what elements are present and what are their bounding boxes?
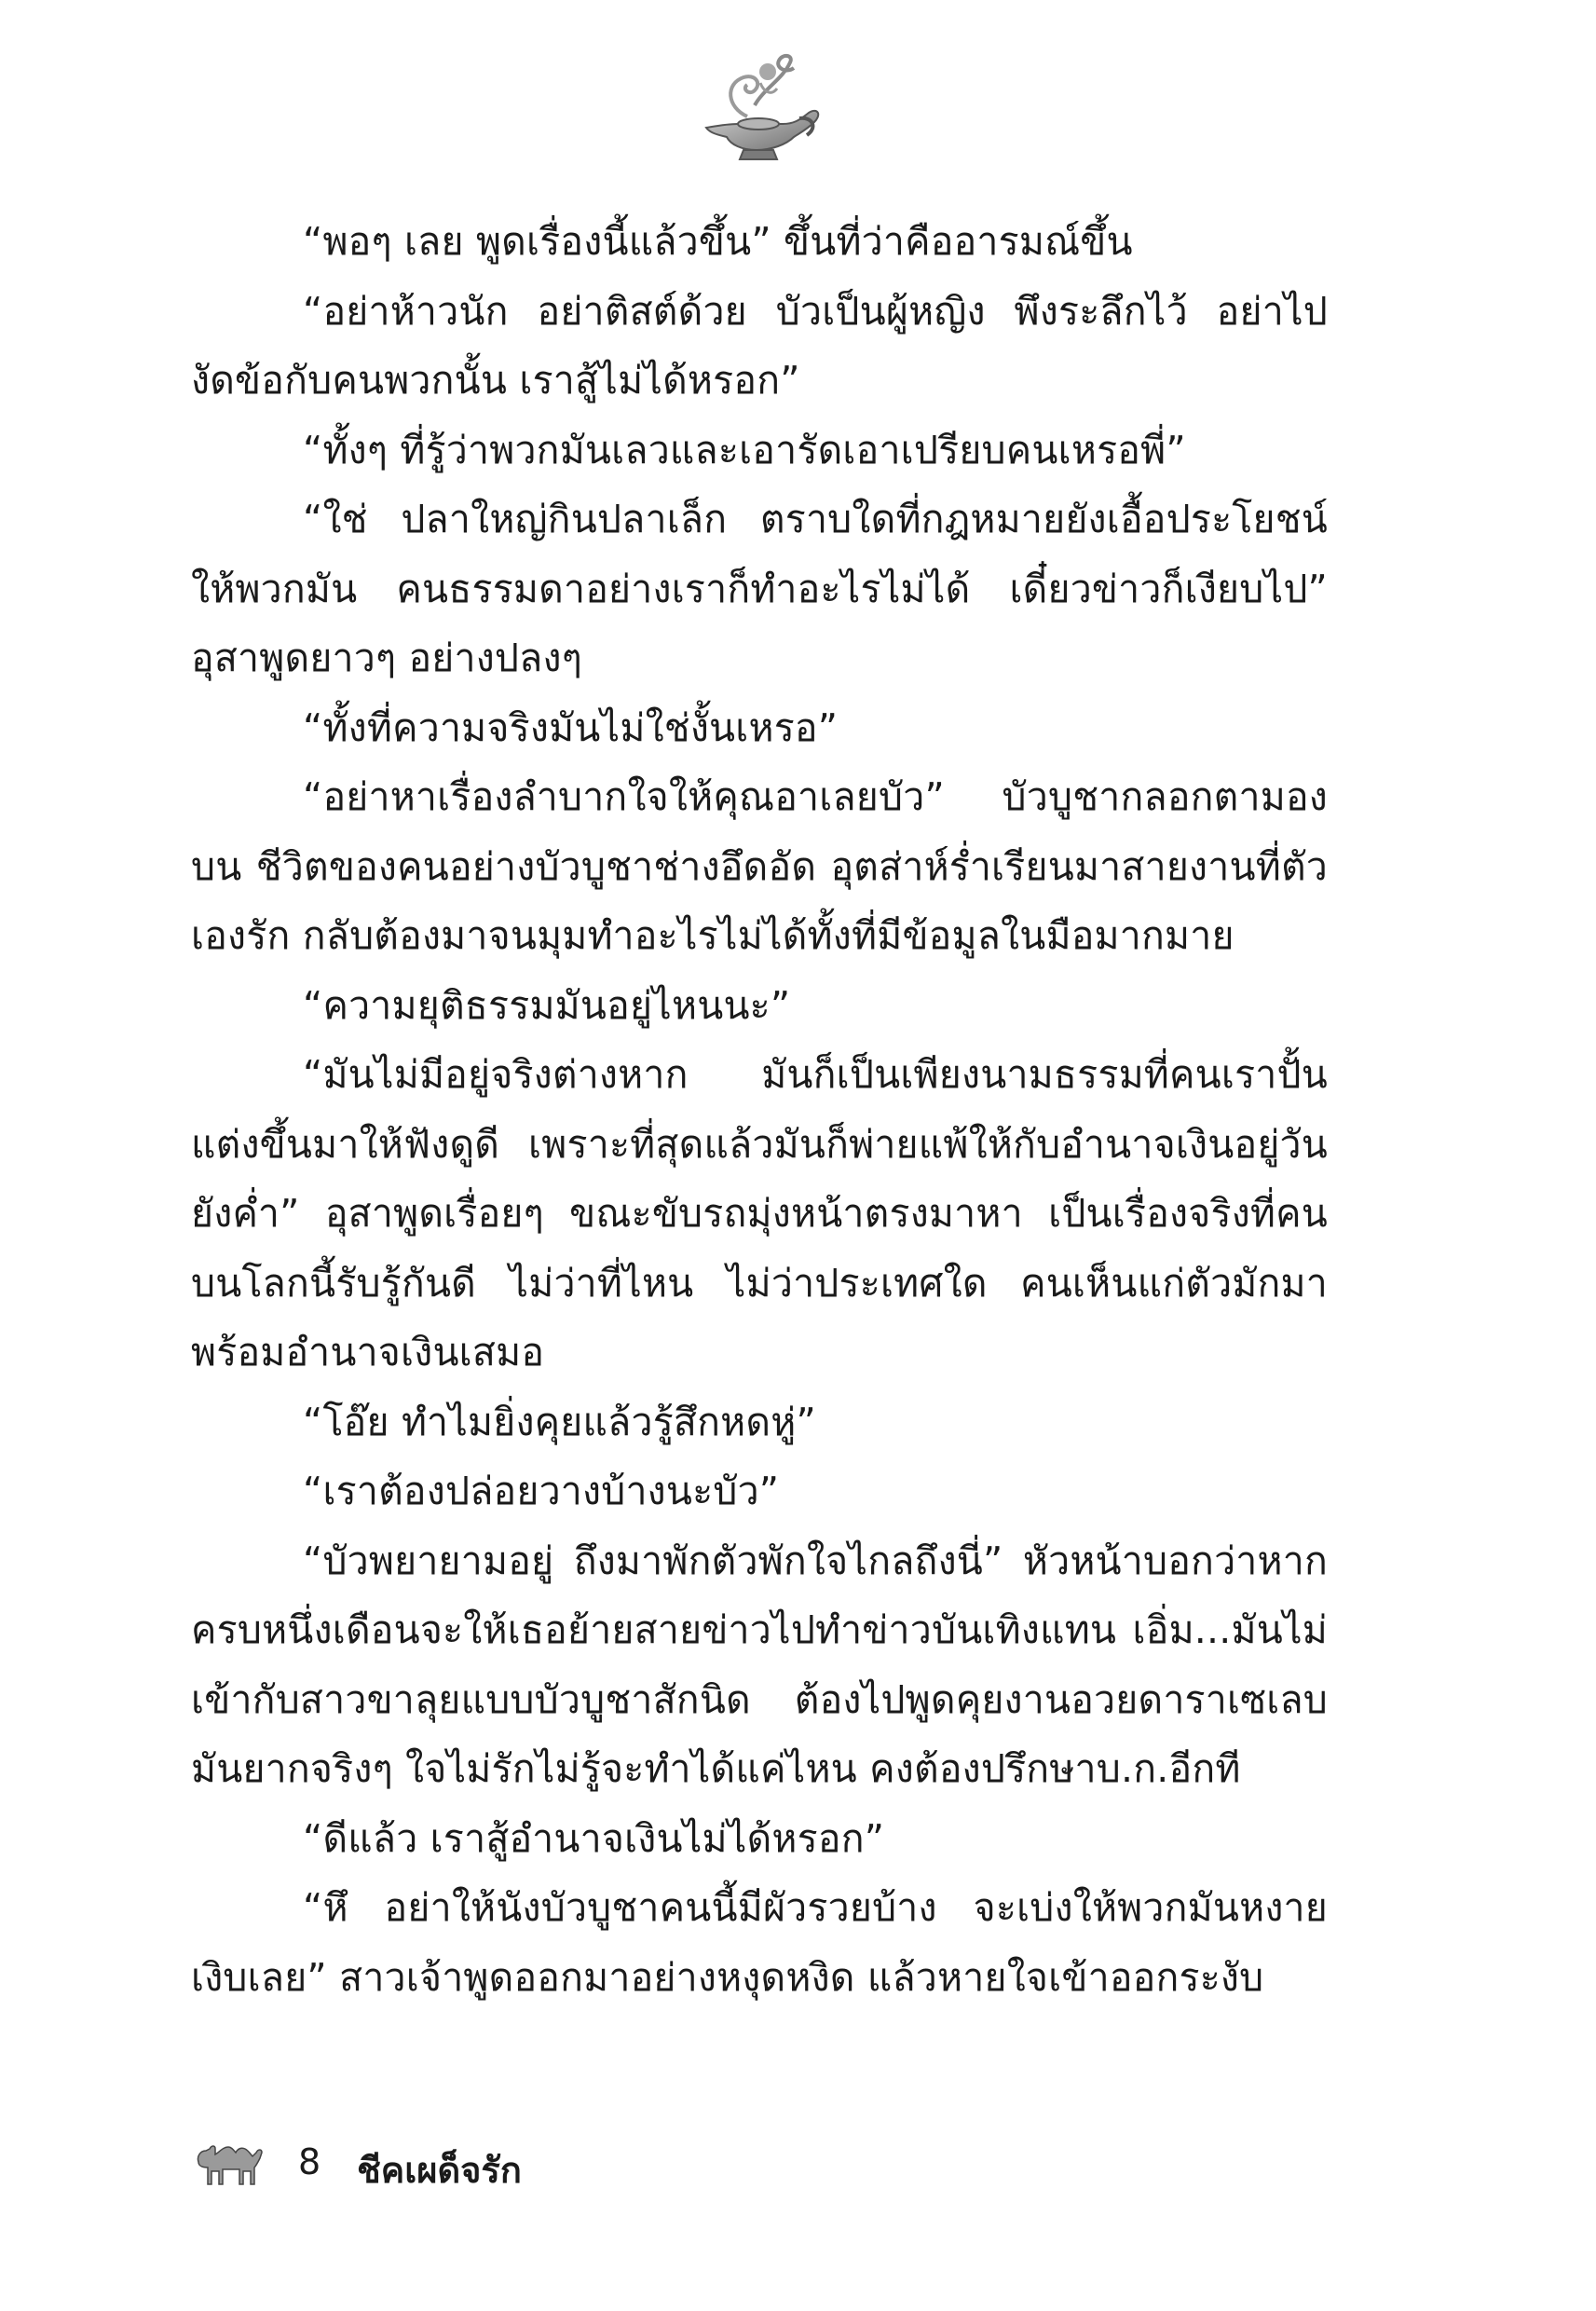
paragraph: “ดีแล้ว เราสู้อำนาจเงินไม่ได้หรอก” [303, 1815, 885, 1861]
story-body [191, 207, 1328, 2012]
page-footer [191, 2134, 843, 2208]
camel-icon [191, 2134, 266, 2190]
paragraph: “ความยุติธรรมมันอยู่ไหนนะ” [303, 982, 791, 1028]
paragraph: “ทั้งๆ ที่รู้ว่าพวกมันเลวและเอารัดเอาเปรียบคนเหรอพี่” [303, 427, 1186, 472]
paragraph: “โอ๊ย ทำไมยิ่งคุยแล้วรู้สึกหดหู่” [303, 1399, 816, 1444]
page-number: 8 [298, 2141, 321, 2182]
paragraph: “มันไม่มีอยู่จริงต่างหาก มันก็เป็นเพียงนามธรรมที่คนเราปั้นแต่งขึ้นมาให้ฟังดูดี เพราะที่สุดแล้วมันก็พ่ายแพ้ให้กับอำนาจเงินอยู่วันยังค่ำ” อุสาพูดเรื่อยๆ ขณะขับรถมุ่งหน้าตรงมาหา เป็นเรื่องจริงที่คนบนโลกนี้รับรู้กันดี ไม่ว่าที่ไหน ไม่ว่าประเทศใด คนเห็นแก่ตัวมักมาพร้อมอำนาจเงินเสมอ [191, 1052, 1328, 1374]
paragraph: “บัวพยายามอยู่ ถึงมาพักตัวพักใจไกลถึงนี่” หัวหน้าบอกว่าหากครบหนึ่งเดือนจะให้เธอย้ายสายข่าวไปทำข่าวบันเทิงแทน เอิ่ม...มันไม่เข้ากับสาวขาลุยแบบบัวบูชาสักนิด ต้องไปพูดคุยงานอวยดาราเซเลบมันยากจริงๆ ใจไม่รักไม่รู้จะทำได้แค่ไหน คงต้องปรึกษาบ.ก.อีกที [191, 1538, 1328, 1791]
paragraph: “หึ อย่าให้นังบัวบูชาคนนี้มีผัวรวยบ้าง จะเบ่งให้พวกมันหงายเงิบเลย” สาวเจ้าพูดออกมาอย่างหงุดหงิด แล้วหายใจเข้าออกระงับ [191, 1885, 1328, 2000]
paragraph: “พอๆ เลย พูดเรื่องนี้แล้วขึ้น” ขึ้นที่ว่าคืออารมณ์ขึ้น [303, 219, 1133, 264]
paragraph: “อย่าห้าวนัก อย่าติสต์ด้วย บัวเป็นผู้หญิง พึงระลึกไว้ อย่าไปงัดข้อกับคนพวกนั้น เราสู้ไม่ได้หรอก” [191, 288, 1328, 403]
paragraph: “อย่าหาเรื่องลำบากใจให้คุณอาเลยบัว” บัวบูชากลอกตามองบน ชีวิตของคนอย่างบัวบูชาช่างอึดอัด อุตส่าห์ร่ำเรียนมาสายงานที่ตัวเองรัก กลับต้องมาจนมุมทำอะไรไม่ได้ทั้งที่มีข้อมูลในมือมากมาย [191, 774, 1328, 958]
paragraph: “เราต้องปล่อยวางบ้างนะบัว” [303, 1469, 780, 1513]
genie-lamp-icon [689, 51, 825, 168]
paragraph: “ใช่ ปลาใหญ่กินปลาเล็ก ตราบใดที่กฎหมายยังเอื้อประโยชน์ให้พวกมัน คนธรรมดาอย่างเราก็ทำอะไรไม่ได้ เดี๋ยวข่าวก็เงียบไป” อุสาพูดยาวๆ อย่างปลงๆ [191, 497, 1328, 680]
book-title: ชีคเผด็จรัก [357, 2150, 522, 2191]
paragraph: “ทั้งที่ความจริงมันไม่ใช่งั้นเหรอ” [303, 704, 839, 750]
